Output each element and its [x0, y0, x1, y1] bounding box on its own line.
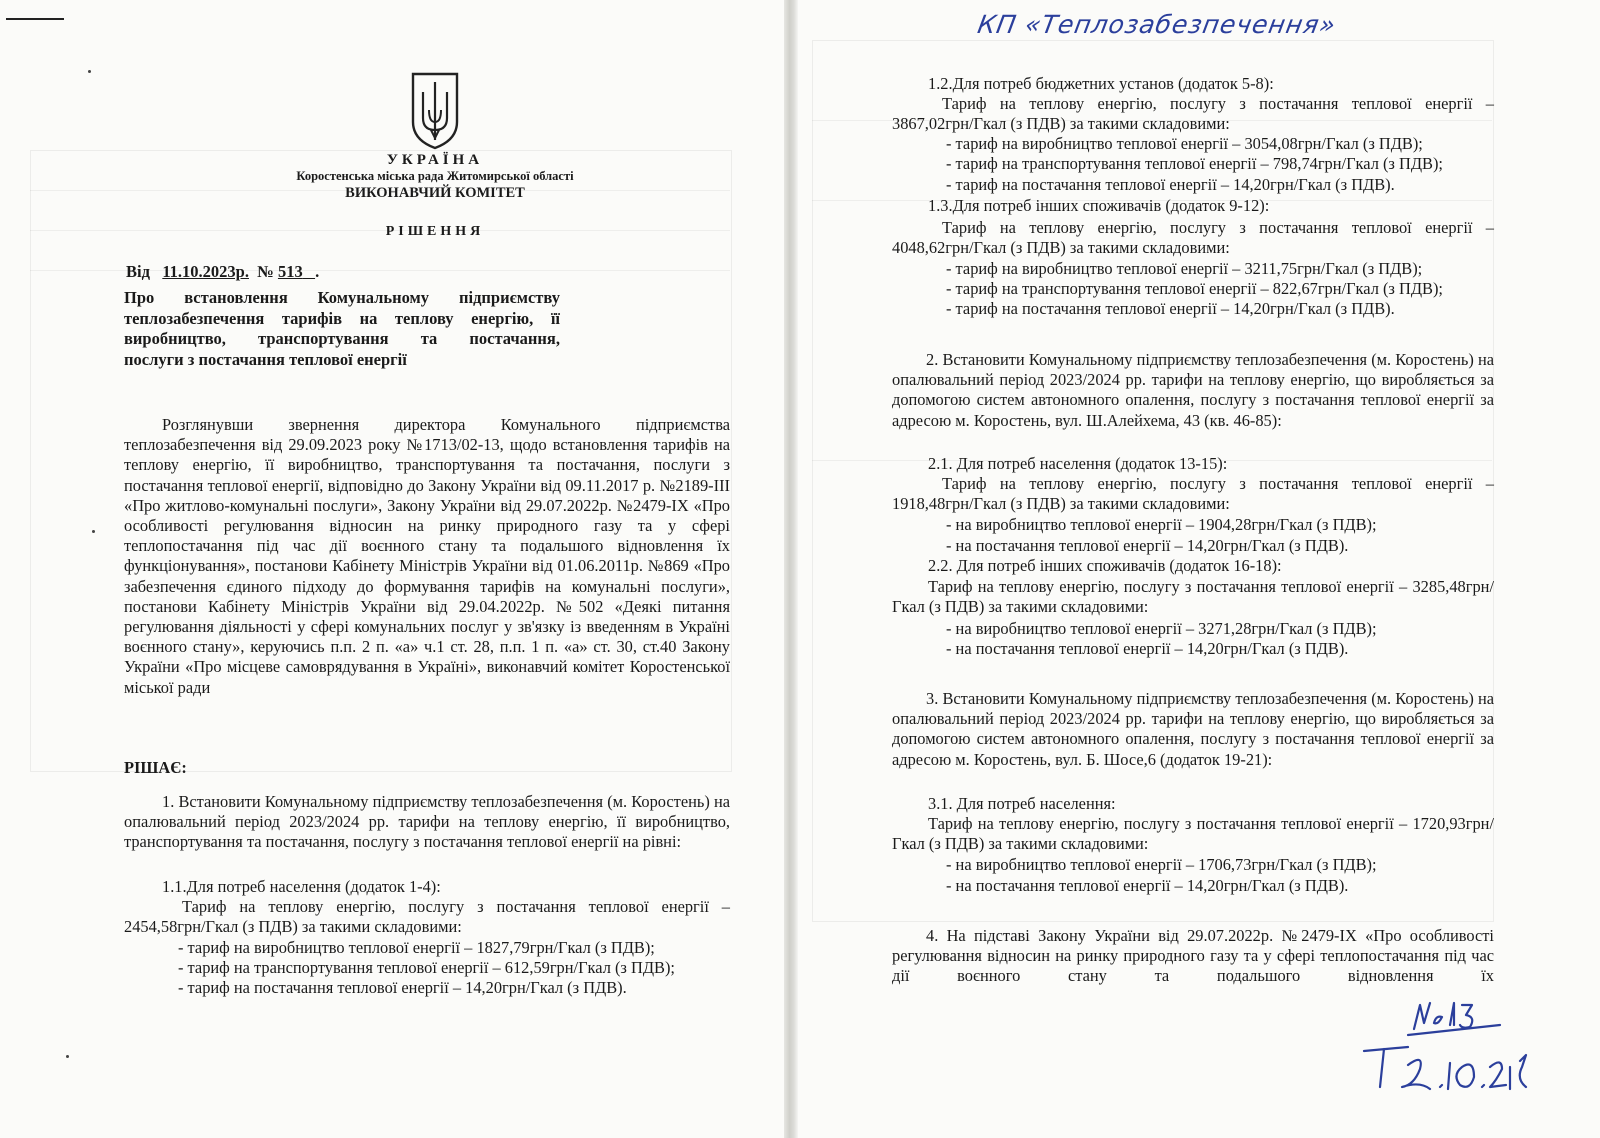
item-3-paragraph: 3. Встановити Комунальному підприємству теплозабезпечення (м. Коростень) на опалювальний період 2023/2024 рр. тарифи на теплову енергію, що виробляється за допомогою систем автономного опалення, послугу з постачання теплової енергії за адресою м. Коростень, вул. Б. Шосе,6 (додаток 19-21):: [892, 689, 1494, 769]
handwritten-addressee: КП «Теплозабезпечення»: [975, 10, 1339, 39]
item-2-2-component: - на виробництво теплової енергії – 3271,28грн/Гкал (з ПДВ);: [946, 619, 1377, 638]
decision-number: 513: [277, 262, 303, 281]
handwritten-registration-mark: [1350, 995, 1540, 1105]
decision-date: 11.10.2023р.: [162, 262, 249, 281]
decision-date-line: [126, 262, 319, 282]
number-prefix: №: [257, 262, 274, 281]
country-name: УКРАЇНА: [386, 152, 484, 168]
committee-name: ВИКОНАВЧИЙ КОМІТЕТ: [345, 185, 525, 201]
page-fold: [784, 0, 798, 1138]
item-3-1-component: - на виробництво теплової енергії – 1706,73грн/Гкал (з ПДВ);: [946, 855, 1377, 874]
title-line: виробництво, транспортування та постачання,: [124, 329, 560, 349]
item-1-3-tariff: Тариф на теплову енергію, послугу з постачання теплової енергії – 4048,62грн/Гкал (з ПДВ) за такими складовими:: [892, 218, 1494, 258]
item-3-1-heading: 3.1. Для потреб населення:: [928, 794, 1116, 813]
decision-heading: РІШЕННЯ: [385, 224, 485, 239]
document-header: [220, 70, 650, 240]
title-line: послуги з постачання теплової енергії: [124, 349, 407, 369]
title-line: теплозабезпечення тарифів на теплову енергію, її: [124, 308, 560, 328]
crop-mark: [6, 18, 64, 20]
item-1-paragraph: 1. Встановити Комунальному підприємству теплозабезпечення (м. Коростень) на опалювальний період 2023/2024 рр. тарифи на теплову енергію, її виробництво, транспортування та постачання, послугу з постачання теплової енергії на рівні:: [124, 792, 730, 852]
item-1-3-component: - тариф на постачання теплової енергії – 14,20грн/Гкал (з ПДВ).: [946, 299, 1395, 318]
item-1-2-component: - тариф на транспортування теплової енергії – 798,74грн/Гкал (з ПДВ);: [946, 154, 1443, 173]
item-3-1-tariff: Тариф на теплову енергію, послугу з постачання теплової енергії – 1720,93грн/Гкал (з ПДВ) за такими складовими:: [892, 814, 1494, 854]
preamble-paragraph: Розглянувши звернення директора Комунального підприємства теплозабезпечення від 29.09.2023 року №1713/02-13, щодо встановлення тарифів на теплову енергію, її виробництво, транспортування та постачання, послуги з постачання теплової енергії, відповідно до Закону України від 09.11.2017 р. №2189-ІІІ «Про житлово-комунальні послуги», Закону України від 29.07.2022р. №2479-ІХ «Про особливості регулювання відносин на ринку природного газу та у сфері теплопостачання під час дії воєнного стану та подальшого відновлення їх функціонування», постанови Кабінету Міністрів України від 01.06.2011р. №869 «Про забезпечення єдиного підходу до формування тарифів на комунальні послуги», постанови Кабінету Міністрів України від 29.04.2022р. №502 «Деякі питання регулювання діяльності у сфері комунальних послуг у зв'язку із введенням в Україні воєнного стану», керуючись п.п. 2 п. «а» ч.1 ст. 28, п.п. 1 п. «а» ст. 30, ст.40 Закону України «Про місцеве самоврядування в Україні», виконавчий комітет Коростенської міської ради: [124, 415, 730, 697]
item-1-2-component: - тариф на постачання теплової енергії – 14,20грн/Гкал (з ПДВ).: [946, 175, 1395, 194]
item-1-1-component: - тариф на виробництво теплової енергії – 1827,79грн/Гкал (з ПДВ);: [178, 938, 655, 957]
coat-of-arms-icon: [407, 70, 463, 150]
item-1-3-component: - тариф на виробництво теплової енергії – 3211,75грн/Гкал (з ПДВ);: [946, 259, 1423, 278]
item-2-1-heading: 2.1. Для потреб населення (додаток 13-15):: [928, 454, 1228, 473]
item-2-1-tariff: Тариф на теплову енергію, послугу з постачання теплової енергії – 1918,48грн/Гкал (з ПДВ) за такими складовими:: [892, 474, 1494, 514]
item-1-2-heading: 1.2.Для потреб бюджетних установ (додаток 5-8):: [928, 74, 1274, 93]
item-1-3-heading: 1.3.Для потреб інших споживачів (додаток 9-12):: [928, 196, 1270, 215]
item-2-1-component: - на постачання теплової енергії – 14,20грн/Гкал (з ПДВ).: [946, 536, 1349, 555]
item-2-2-component: - на постачання теплової енергії – 14,20грн/Гкал (з ПДВ).: [946, 639, 1349, 658]
item-1-1-heading: 1.1.Для потреб населення (додаток 1-4):: [162, 877, 441, 896]
decision-title: [124, 288, 560, 370]
scan-speck: [66, 1055, 69, 1058]
title-line: Про встановлення Комунальному підприємству: [124, 288, 560, 307]
item-2-1-component: - на виробництво теплової енергії – 1904,28грн/Гкал (з ПДВ);: [946, 515, 1377, 534]
item-2-paragraph: 2. Встановити Комунальному підприємству теплозабезпечення (м. Коростень) на опалювальний період 2023/2024 рр. тарифи на теплову енергію, що виробляється за допомогою систем автономного опалення, послугу з постачання теплової енергії за адресою м. Коростень, вул. Ш.Алейхема, 43 (кв. 46-85):: [892, 350, 1494, 430]
item-4-paragraph: 4. На підставі Закону України від 29.07.2022р. №2479-ІХ «Про особливості регулювання відносин на ринку природного газу та у сфері теплопостачання під час дії воєнного стану та подальшого відновлення їх: [892, 926, 1494, 986]
item-3-1-component: - на постачання теплової енергії – 14,20грн/Гкал (з ПДВ).: [946, 876, 1349, 895]
item-1-2-tariff: Тариф на теплову енергію, послугу з постачання теплової енергії – 3867,02грн/Гкал (з ПДВ) за такими складовими:: [892, 94, 1494, 134]
date-prefix: Від: [126, 262, 150, 281]
item-2-2-heading: 2.2. Для потреб інших споживачів (додаток 16-18):: [928, 556, 1282, 575]
item-1-3-component: - тариф на транспортування теплової енергії – 822,67грн/Гкал (з ПДВ);: [946, 279, 1443, 298]
item-1-2-component: - тариф на виробництво теплової енергії – 3054,08грн/Гкал (з ПДВ);: [946, 134, 1423, 153]
council-name: Коростенська міська рада Житомирської області: [296, 169, 574, 183]
item-1-1-component: - тариф на транспортування теплової енергії – 612,59грн/Гкал (з ПДВ);: [178, 958, 675, 977]
scan-speck: [92, 530, 95, 533]
date-suffix: .: [315, 262, 320, 281]
item-1-1-tariff: Тариф на теплову енергію, послугу з постачання теплової енергії – 2454,58грн/Гкал (з ПДВ) за такими складовими:: [124, 897, 730, 937]
item-1-1-component: - тариф на постачання теплової енергії – 14,20грн/Гкал (з ПДВ).: [178, 978, 627, 997]
item-2-2-tariff: Тариф на теплову енергію, послугу з постачання теплової енергії – 3285,48грн/Гкал (з ПДВ) за такими складовими:: [892, 577, 1494, 617]
resolves-heading: РІШАЄ:: [124, 758, 187, 777]
scan-speck: [88, 70, 91, 73]
